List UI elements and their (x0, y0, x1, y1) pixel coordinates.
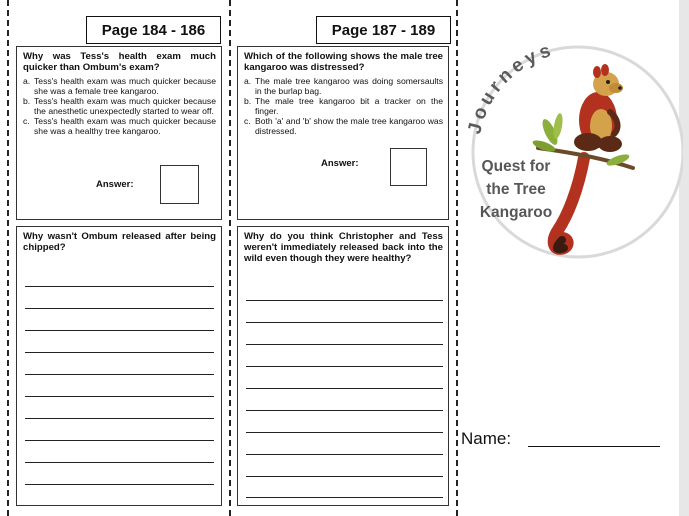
writing-line[interactable] (246, 300, 443, 301)
cover-title-line-3: Kangaroo (479, 204, 553, 221)
cover-title-line-2: the Tree (486, 181, 546, 198)
left-question-1-text: Why was Tess's health exam much quicker than Ombum's exam? (23, 51, 216, 73)
name-label: Name: (461, 429, 512, 448)
writing-line[interactable] (25, 396, 214, 397)
fold-line-1 (229, 0, 231, 516)
middle-question-2-box (237, 226, 449, 506)
option-c: c. Both 'a' and 'b' show the male tree kangaroo was distressed. (244, 116, 443, 136)
left-question-2-box (16, 226, 222, 506)
middle-page-header: Page 187 - 189 (316, 16, 451, 44)
option-c: c. Tess's health exam was much quicker because she was a healthy tree kangaroo. (23, 116, 216, 136)
writing-line[interactable] (25, 308, 214, 309)
writing-line[interactable] (25, 440, 214, 441)
option-b: b. Tess's health exam was much quicker because the anesthetic unexpectedly started to wear off. (23, 96, 216, 116)
writing-line[interactable] (25, 418, 214, 419)
cover-title-line-1: Quest for (481, 158, 551, 175)
writing-line[interactable] (25, 484, 214, 485)
writing-line[interactable] (246, 344, 443, 345)
answer-label: Answer: (96, 179, 134, 190)
writing-line[interactable] (246, 410, 443, 411)
writing-line[interactable] (25, 462, 214, 463)
writing-line[interactable] (246, 432, 443, 433)
middle-question-1-text: Which of the following shows the male tree kangaroo was distressed? (244, 51, 443, 73)
name-field[interactable] (528, 446, 660, 447)
writing-line[interactable] (246, 497, 443, 498)
answer-box[interactable] (160, 165, 199, 204)
writing-line[interactable] (25, 286, 214, 287)
option-a: a. Tess's health exam was much quicker because she was a female tree kangaroo. (23, 76, 216, 96)
writing-line[interactable] (25, 330, 214, 331)
writing-line[interactable] (25, 352, 214, 353)
series-title: Journeys (464, 40, 557, 137)
writing-line[interactable] (25, 374, 214, 375)
left-page-header: Page 184 - 186 (86, 16, 221, 44)
answer-box[interactable] (390, 148, 427, 186)
option-a: a. The male tree kangaroo was doing somersaults in the burlap bag. (244, 76, 443, 96)
left-question-2-text: Why wasn't Ombum released after being chipped? (23, 231, 216, 253)
option-b: b. The male tree kangaroo bit a tracker on the finger. (244, 96, 443, 116)
middle-question-2-text: Why do you think Christopher and Tess weren't immediately released back into the wild even though they were healthy? (244, 231, 443, 264)
left-question-1-box (16, 46, 222, 220)
writing-line[interactable] (246, 454, 443, 455)
writing-line[interactable] (246, 366, 443, 367)
answer-label: Answer: (321, 158, 359, 169)
middle-question-1-options (238, 76, 448, 136)
writing-line[interactable] (246, 322, 443, 323)
left-question-1-options (17, 76, 221, 136)
writing-line[interactable] (246, 476, 443, 477)
fold-line-left (7, 0, 9, 516)
writing-line[interactable] (246, 388, 443, 389)
middle-question-1-box (237, 46, 449, 220)
